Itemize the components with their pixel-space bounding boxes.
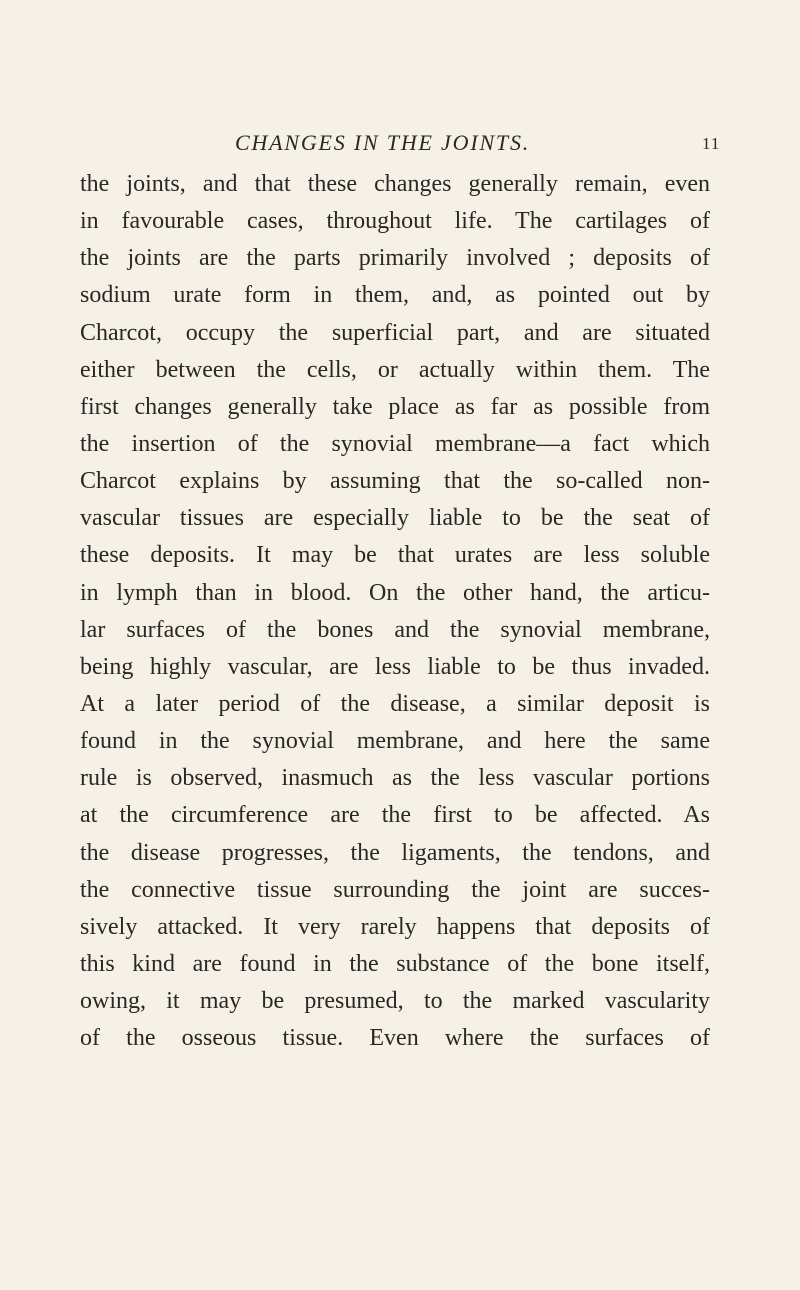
text-line: vascular tissues are especially liable to be the seat of — [80, 505, 710, 532]
text-line: first changes generally take place as far as possible from — [80, 393, 710, 420]
text-line: the joints are the parts primarily involved ; deposits of — [80, 245, 710, 272]
text-line: being highly vascular, are less liable to be thus invaded. — [80, 653, 710, 680]
text-line: of the osseous tissue. Even where the surfaces of — [80, 1025, 710, 1052]
text-line: found in the synovial membrane, and here the same — [80, 728, 710, 755]
text-line: these deposits. It may be that urates are less soluble — [80, 542, 710, 569]
running-head: CHANGES IN THE JOINTS. — [235, 130, 531, 155]
text-line: rule is observed, inasmuch as the less vascular portions — [80, 765, 710, 792]
body-text — [80, 166, 710, 1057]
text-line: sively attacked. It very rarely happens that deposits of — [80, 913, 710, 940]
text-line: the joints, and that these changes generally remain, even — [80, 171, 710, 197]
text-line: At a later period of the disease, a similar deposit is — [80, 690, 710, 717]
text-line: lar surfaces of the bones and the synovial membrane, — [80, 616, 710, 643]
text-line: Charcot explains by assuming that the so-called non- — [80, 468, 710, 495]
text-line: either between the cells, or actually within them. The — [80, 356, 710, 383]
text-line: the disease progresses, the ligaments, the tendons, and — [80, 839, 710, 866]
text-line: this kind are found in the substance of the bone itself, — [80, 950, 710, 977]
text-line: the insertion of the synovial membrane—a fact which — [80, 430, 710, 457]
text-line: at the circumference are the first to be affected. As — [80, 802, 710, 829]
text-line: sodium urate form in them, and, as pointed out by — [80, 282, 710, 309]
page-header — [0, 130, 800, 160]
text-line: owing, it may be presumed, to the marked vascularity — [80, 988, 710, 1015]
page-number: 11 — [702, 134, 721, 153]
text-line: the connective tissue surrounding the joint are succes- — [80, 876, 710, 903]
text-line: in favourable cases, throughout life. The cartilages of — [80, 208, 710, 235]
text-line: Charcot, occupy the superficial part, and are situated — [80, 319, 710, 346]
text-line: in lymph than in blood. On the other hand, the articu- — [80, 579, 710, 606]
